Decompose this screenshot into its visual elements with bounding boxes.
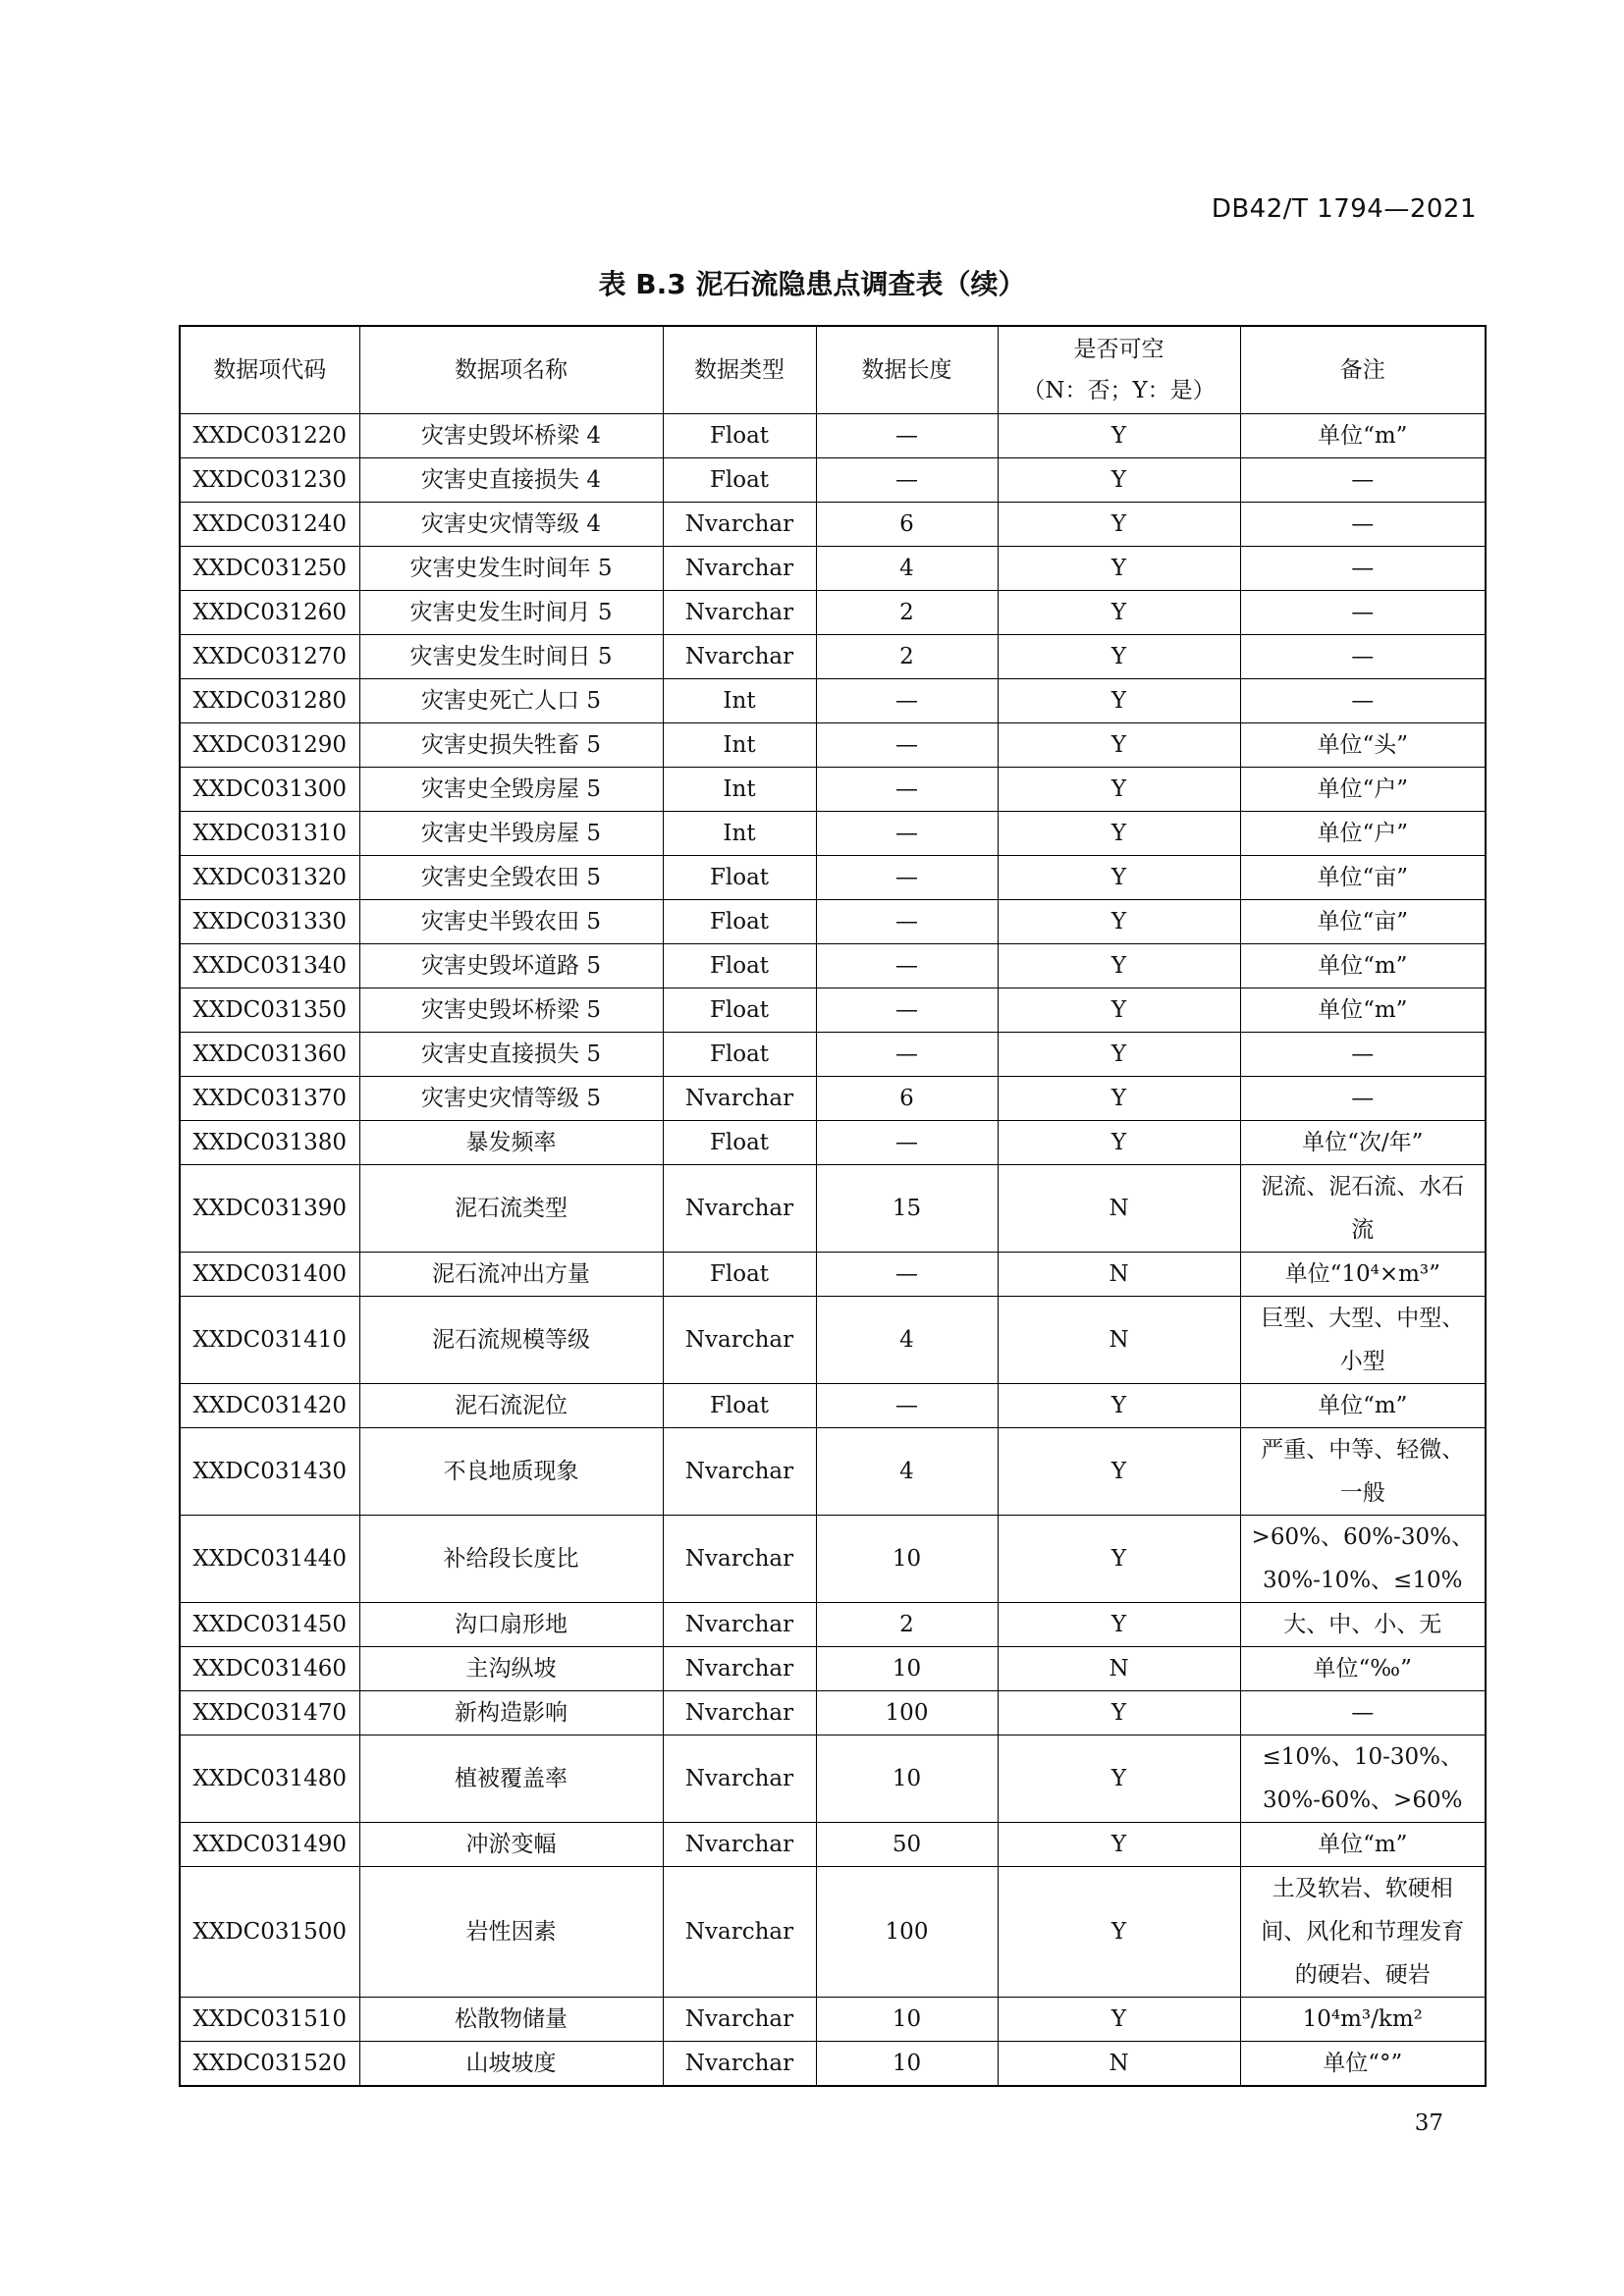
- cell-type: Nvarchar: [663, 1823, 816, 1867]
- cell-remark: 大、中、小、无: [1240, 1603, 1486, 1647]
- cell-nullable: Y: [998, 635, 1240, 679]
- table-row: [180, 591, 1486, 635]
- cell-name: 灾害史毁坏桥梁 5: [359, 988, 663, 1033]
- cell-nullable: Y: [998, 1691, 1240, 1735]
- cell-remark: 单位“m”: [1240, 414, 1486, 458]
- cell-type: Nvarchar: [663, 1867, 816, 1998]
- table-row: [180, 1165, 1486, 1253]
- cell-type: Nvarchar: [663, 1691, 816, 1735]
- cell-nullable: N: [998, 2042, 1240, 2087]
- cell-nullable: Y: [998, 812, 1240, 856]
- cell-name: 灾害史毁坏道路 5: [359, 944, 663, 988]
- cell-name: 暴发频率: [359, 1121, 663, 1165]
- table-row: [180, 723, 1486, 768]
- cell-code: XXDC031470: [180, 1691, 359, 1735]
- cell-name: 岩性因素: [359, 1867, 663, 1998]
- cell-type: Int: [663, 723, 816, 768]
- cell-remark: 10⁴m³/km²: [1240, 1998, 1486, 2042]
- table-row: [180, 988, 1486, 1033]
- cell-remark: —: [1240, 547, 1486, 591]
- cell-length: —: [816, 812, 998, 856]
- cell-name: 灾害史毁坏桥梁 4: [359, 414, 663, 458]
- cell-type: Nvarchar: [663, 547, 816, 591]
- cell-code: XXDC031510: [180, 1998, 359, 2042]
- cell-name: 新构造影响: [359, 1691, 663, 1735]
- data-item-table: [179, 325, 1487, 2087]
- cell-code: XXDC031240: [180, 503, 359, 547]
- cell-type: Nvarchar: [663, 1165, 816, 1253]
- cell-remark: —: [1240, 1691, 1486, 1735]
- cell-name: 灾害史发生时间日 5: [359, 635, 663, 679]
- cell-nullable: Y: [998, 1033, 1240, 1077]
- cell-name: 灾害史死亡人口 5: [359, 679, 663, 723]
- table-row: [180, 414, 1486, 458]
- col-header-code: 数据项代码: [180, 326, 359, 414]
- cell-code: XXDC031340: [180, 944, 359, 988]
- table-row: [180, 900, 1486, 944]
- cell-type: Float: [663, 414, 816, 458]
- cell-name: 泥石流规模等级: [359, 1297, 663, 1384]
- cell-length: —: [816, 900, 998, 944]
- cell-remark: 单位“户”: [1240, 768, 1486, 812]
- cell-remark: 单位“亩”: [1240, 900, 1486, 944]
- cell-remark: 土及软岩、软硬相间、风化和节理发育的硬岩、硬岩: [1240, 1867, 1486, 1998]
- cell-name: 灾害史半毁农田 5: [359, 900, 663, 944]
- cell-type: Int: [663, 812, 816, 856]
- cell-type: Nvarchar: [663, 1647, 816, 1691]
- table-row: [180, 503, 1486, 547]
- cell-name: 沟口扇形地: [359, 1603, 663, 1647]
- cell-remark: >60%、60%-30%、30%-10%、≤10%: [1240, 1516, 1486, 1603]
- cell-length: 15: [816, 1165, 998, 1253]
- cell-length: 4: [816, 1297, 998, 1384]
- cell-remark: 单位“10⁴×m³”: [1240, 1253, 1486, 1297]
- cell-name: 不良地质现象: [359, 1428, 663, 1516]
- cell-code: XXDC031500: [180, 1867, 359, 1998]
- cell-code: XXDC031430: [180, 1428, 359, 1516]
- cell-nullable: Y: [998, 1516, 1240, 1603]
- cell-type: Float: [663, 1384, 816, 1428]
- cell-nullable: N: [998, 1253, 1240, 1297]
- cell-length: 100: [816, 1691, 998, 1735]
- table-row: [180, 1121, 1486, 1165]
- cell-code: XXDC031420: [180, 1384, 359, 1428]
- cell-nullable: N: [998, 1165, 1240, 1253]
- cell-code: XXDC031230: [180, 458, 359, 503]
- cell-nullable: Y: [998, 414, 1240, 458]
- cell-code: XXDC031460: [180, 1647, 359, 1691]
- cell-length: —: [816, 856, 998, 900]
- cell-nullable: Y: [998, 1077, 1240, 1121]
- cell-remark: 单位“m”: [1240, 1823, 1486, 1867]
- cell-name: 灾害史灾情等级 5: [359, 1077, 663, 1121]
- cell-length: —: [816, 1121, 998, 1165]
- cell-name: 灾害史发生时间年 5: [359, 547, 663, 591]
- col-header-nullable-label: 是否可空: [1073, 337, 1164, 362]
- cell-name: 灾害史直接损失 5: [359, 1033, 663, 1077]
- cell-remark: 单位“次/年”: [1240, 1121, 1486, 1165]
- col-header-nullable: [998, 326, 1240, 414]
- cell-code: XXDC031380: [180, 1121, 359, 1165]
- cell-length: —: [816, 1384, 998, 1428]
- cell-remark: 泥流、泥石流、水石流: [1240, 1165, 1486, 1253]
- cell-code: XXDC031360: [180, 1033, 359, 1077]
- cell-name: 灾害史发生时间月 5: [359, 591, 663, 635]
- cell-type: Nvarchar: [663, 1516, 816, 1603]
- cell-code: XXDC031370: [180, 1077, 359, 1121]
- cell-length: 6: [816, 503, 998, 547]
- cell-name: 灾害史全毁农田 5: [359, 856, 663, 900]
- cell-remark: —: [1240, 1033, 1486, 1077]
- cell-length: 4: [816, 1428, 998, 1516]
- cell-type: Nvarchar: [663, 1428, 816, 1516]
- cell-code: XXDC031410: [180, 1297, 359, 1384]
- cell-remark: ≤10%、10-30%、30%-60%、>60%: [1240, 1735, 1486, 1823]
- standard-code: DB42/T 1794—2021: [1211, 194, 1477, 224]
- cell-length: 2: [816, 591, 998, 635]
- cell-nullable: Y: [998, 503, 1240, 547]
- cell-code: XXDC031400: [180, 1253, 359, 1297]
- cell-type: Float: [663, 458, 816, 503]
- table-row: [180, 1603, 1486, 1647]
- cell-type: Int: [663, 768, 816, 812]
- cell-length: 4: [816, 547, 998, 591]
- cell-nullable: Y: [998, 988, 1240, 1033]
- table-row: [180, 2042, 1486, 2087]
- cell-length: 2: [816, 635, 998, 679]
- cell-nullable: Y: [998, 679, 1240, 723]
- table-row: [180, 635, 1486, 679]
- col-header-nullable-note: （N：否；Y：是）: [1022, 378, 1216, 403]
- cell-name: 灾害史损失牲畜 5: [359, 723, 663, 768]
- cell-remark: 单位“亩”: [1240, 856, 1486, 900]
- cell-remark: 严重、中等、轻微、一般: [1240, 1428, 1486, 1516]
- cell-code: XXDC031220: [180, 414, 359, 458]
- cell-name: 灾害史灾情等级 4: [359, 503, 663, 547]
- cell-length: —: [816, 1033, 998, 1077]
- cell-code: XXDC031490: [180, 1823, 359, 1867]
- cell-nullable: Y: [998, 1384, 1240, 1428]
- table-row: [180, 768, 1486, 812]
- table-row: [180, 1735, 1486, 1823]
- cell-length: 6: [816, 1077, 998, 1121]
- col-header-type: 数据类型: [663, 326, 816, 414]
- cell-length: —: [816, 768, 998, 812]
- cell-type: Nvarchar: [663, 1998, 816, 2042]
- cell-nullable: N: [998, 1297, 1240, 1384]
- cell-type: Nvarchar: [663, 1735, 816, 1823]
- cell-type: Float: [663, 1033, 816, 1077]
- cell-nullable: Y: [998, 1603, 1240, 1647]
- cell-type: Int: [663, 679, 816, 723]
- cell-remark: 单位“头”: [1240, 723, 1486, 768]
- cell-code: XXDC031270: [180, 635, 359, 679]
- cell-nullable: Y: [998, 856, 1240, 900]
- cell-name: 松散物储量: [359, 1998, 663, 2042]
- table-row: [180, 856, 1486, 900]
- cell-remark: 单位“m”: [1240, 944, 1486, 988]
- cell-type: Float: [663, 988, 816, 1033]
- cell-length: 100: [816, 1867, 998, 1998]
- cell-nullable: Y: [998, 944, 1240, 988]
- cell-code: XXDC031290: [180, 723, 359, 768]
- cell-code: XXDC031320: [180, 856, 359, 900]
- cell-type: Nvarchar: [663, 635, 816, 679]
- cell-remark: —: [1240, 679, 1486, 723]
- cell-nullable: Y: [998, 547, 1240, 591]
- table-row: [180, 1428, 1486, 1516]
- table-row: [180, 1384, 1486, 1428]
- cell-nullable: Y: [998, 900, 1240, 944]
- cell-type: Float: [663, 1253, 816, 1297]
- cell-type: Nvarchar: [663, 591, 816, 635]
- cell-code: XXDC031350: [180, 988, 359, 1033]
- cell-type: Float: [663, 900, 816, 944]
- cell-remark: —: [1240, 1077, 1486, 1121]
- cell-remark: —: [1240, 635, 1486, 679]
- table-body: [180, 414, 1486, 2087]
- cell-nullable: Y: [998, 458, 1240, 503]
- cell-length: 10: [816, 1998, 998, 2042]
- cell-name: 山坡坡度: [359, 2042, 663, 2087]
- table-row: [180, 1077, 1486, 1121]
- cell-code: XXDC031250: [180, 547, 359, 591]
- table-row: [180, 1647, 1486, 1691]
- cell-remark: 单位“°”: [1240, 2042, 1486, 2087]
- cell-length: 50: [816, 1823, 998, 1867]
- table-row: [180, 1516, 1486, 1603]
- table-row: [180, 1867, 1486, 1998]
- cell-length: 10: [816, 2042, 998, 2087]
- col-header-name: 数据项名称: [359, 326, 663, 414]
- cell-name: 灾害史全毁房屋 5: [359, 768, 663, 812]
- cell-nullable: Y: [998, 1867, 1240, 1998]
- cell-code: XXDC031440: [180, 1516, 359, 1603]
- cell-length: —: [816, 723, 998, 768]
- table-row: [180, 812, 1486, 856]
- cell-code: XXDC031300: [180, 768, 359, 812]
- cell-code: XXDC031310: [180, 812, 359, 856]
- cell-length: —: [816, 988, 998, 1033]
- cell-name: 泥石流类型: [359, 1165, 663, 1253]
- cell-name: 补给段长度比: [359, 1516, 663, 1603]
- table-row: [180, 679, 1486, 723]
- cell-remark: 单位“m”: [1240, 1384, 1486, 1428]
- table-row: [180, 1033, 1486, 1077]
- cell-remark: 单位“户”: [1240, 812, 1486, 856]
- table-row: [180, 1691, 1486, 1735]
- cell-type: Nvarchar: [663, 1297, 816, 1384]
- cell-length: 10: [816, 1647, 998, 1691]
- cell-remark: 单位“‰”: [1240, 1647, 1486, 1691]
- cell-length: —: [816, 458, 998, 503]
- cell-length: 2: [816, 1603, 998, 1647]
- cell-name: 灾害史半毁房屋 5: [359, 812, 663, 856]
- cell-length: 10: [816, 1516, 998, 1603]
- cell-name: 植被覆盖率: [359, 1735, 663, 1823]
- cell-nullable: Y: [998, 1735, 1240, 1823]
- cell-type: Float: [663, 856, 816, 900]
- col-header-length: 数据长度: [816, 326, 998, 414]
- cell-remark: —: [1240, 458, 1486, 503]
- cell-length: —: [816, 1253, 998, 1297]
- cell-code: XXDC031260: [180, 591, 359, 635]
- table-title: 表 B.3 泥石流隐患点调查表（续）: [598, 268, 1026, 300]
- table-row: [180, 944, 1486, 988]
- cell-type: Float: [663, 944, 816, 988]
- cell-code: XXDC031450: [180, 1603, 359, 1647]
- table-row: [180, 458, 1486, 503]
- cell-type: Nvarchar: [663, 1603, 816, 1647]
- col-header-remark: 备注: [1240, 326, 1486, 414]
- cell-type: Nvarchar: [663, 1077, 816, 1121]
- cell-nullable: Y: [998, 768, 1240, 812]
- table-row: [180, 1253, 1486, 1297]
- cell-remark: 巨型、大型、中型、小型: [1240, 1297, 1486, 1384]
- cell-remark: —: [1240, 503, 1486, 547]
- cell-length: —: [816, 414, 998, 458]
- cell-nullable: Y: [998, 1998, 1240, 2042]
- cell-length: —: [816, 944, 998, 988]
- cell-length: —: [816, 679, 998, 723]
- cell-name: 冲淤变幅: [359, 1823, 663, 1867]
- cell-code: XXDC031280: [180, 679, 359, 723]
- table-row: [180, 547, 1486, 591]
- table-row: [180, 1297, 1486, 1384]
- cell-code: XXDC031480: [180, 1735, 359, 1823]
- cell-length: 10: [816, 1735, 998, 1823]
- cell-remark: 单位“m”: [1240, 988, 1486, 1033]
- cell-remark: —: [1240, 591, 1486, 635]
- cell-nullable: Y: [998, 1121, 1240, 1165]
- table-row: [180, 1998, 1486, 2042]
- table-row: [180, 1823, 1486, 1867]
- table-header-row: [180, 326, 1486, 414]
- cell-name: 泥石流冲出方量: [359, 1253, 663, 1297]
- cell-nullable: Y: [998, 591, 1240, 635]
- cell-code: XXDC031390: [180, 1165, 359, 1253]
- cell-code: XXDC031520: [180, 2042, 359, 2087]
- cell-type: Nvarchar: [663, 503, 816, 547]
- cell-name: 灾害史直接损失 4: [359, 458, 663, 503]
- cell-name: 主沟纵坡: [359, 1647, 663, 1691]
- cell-name: 泥石流泥位: [359, 1384, 663, 1428]
- cell-nullable: N: [998, 1647, 1240, 1691]
- cell-nullable: Y: [998, 1428, 1240, 1516]
- cell-type: Nvarchar: [663, 2042, 816, 2087]
- cell-nullable: Y: [998, 1823, 1240, 1867]
- cell-code: XXDC031330: [180, 900, 359, 944]
- cell-type: Float: [663, 1121, 816, 1165]
- cell-nullable: Y: [998, 723, 1240, 768]
- page-number: 37: [1414, 2110, 1443, 2136]
